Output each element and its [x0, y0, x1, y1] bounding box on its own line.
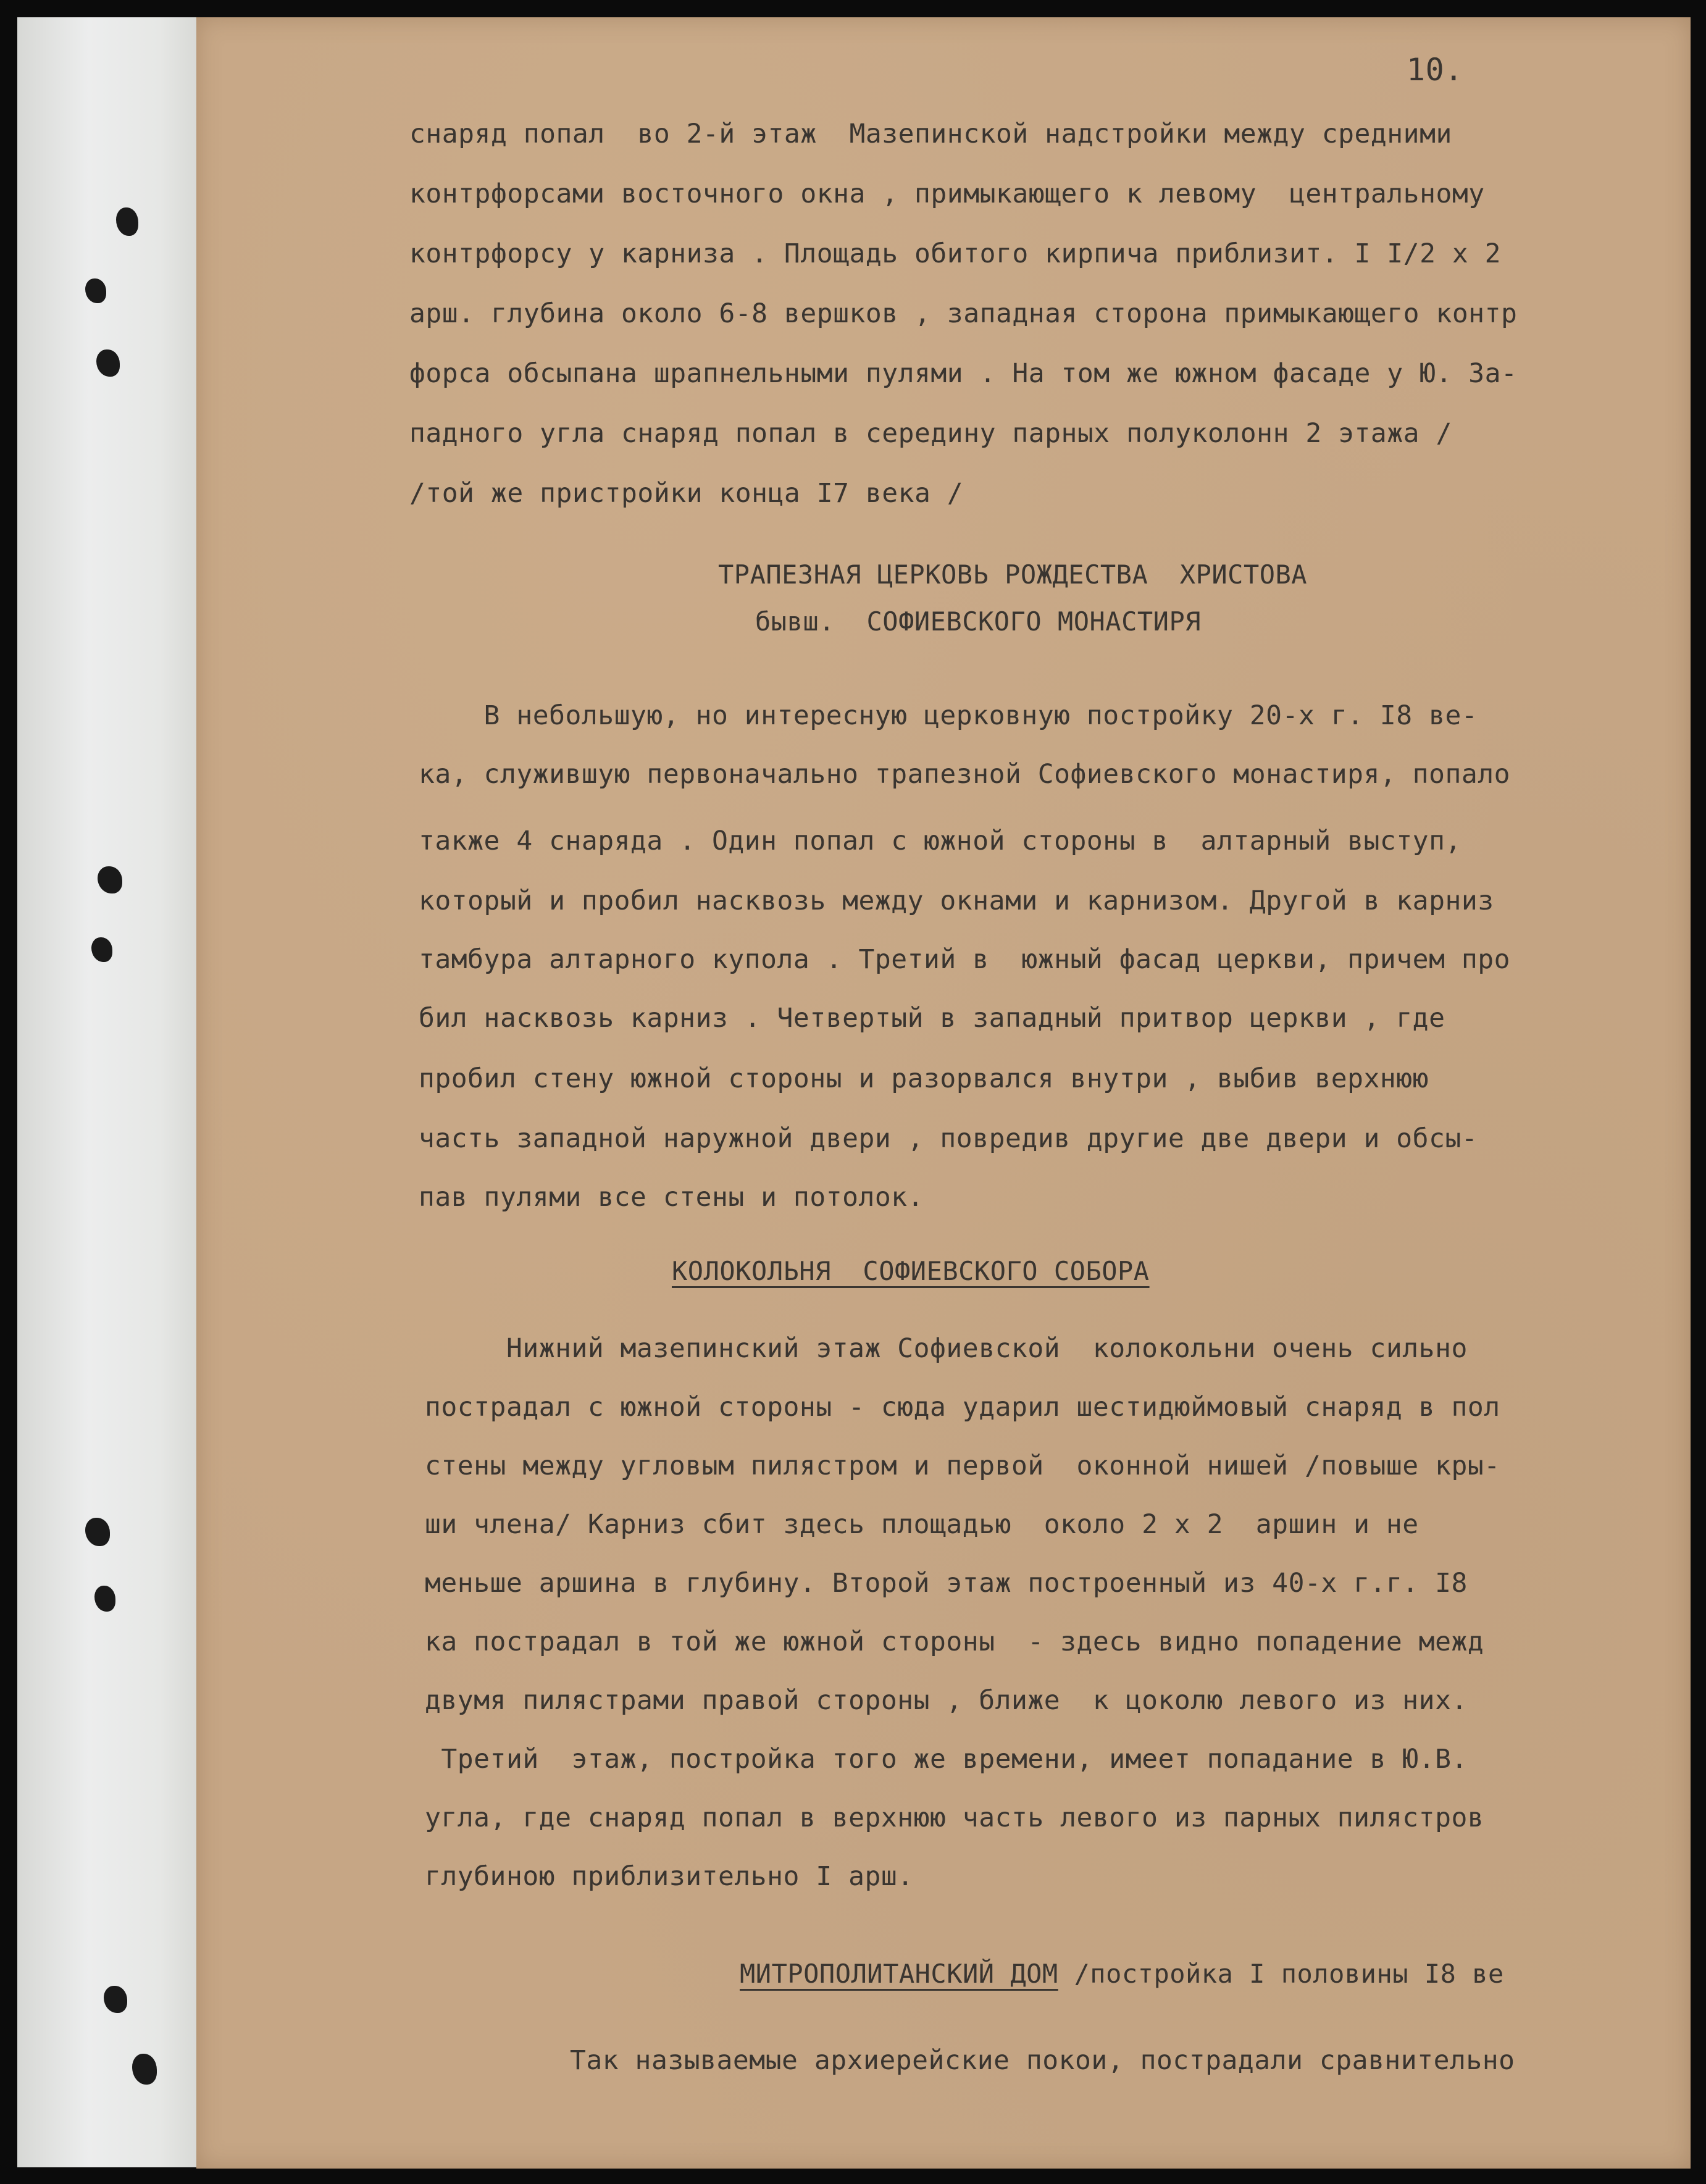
binding-hole: [132, 2054, 157, 2085]
binding-hole: [85, 278, 106, 303]
paragraph-line: контрфорсами восточного окна , примыкающего к левому центральному: [409, 178, 1485, 209]
paragraph-line: Так называемые архиерейские покои, пострадали сравнительно: [570, 2045, 1515, 2076]
paragraph-line: стены между угловым пилястром и первой оконной нишей /повыше кры-: [425, 1450, 1500, 1481]
paragraph-line: глубиною приблизительно I арш.: [425, 1861, 914, 1892]
paragraph-line: арш. глубина около 6-8 вершков , западная сторона примыкающего контр: [409, 298, 1518, 329]
binding-hole: [96, 349, 120, 377]
paragraph-line: бил насквозь карниз . Четвертый в западный притвор церкви , где: [419, 1003, 1445, 1034]
binding-margin-strip: [17, 17, 221, 2167]
paragraph-line: Нижний мазепинский этаж Софиевской колокольни очень сильно: [425, 1333, 1468, 1364]
binding-hole: [91, 937, 112, 962]
paragraph-line: ка пострадал в той же южной стороны - здесь видно попадение межд: [425, 1626, 1484, 1657]
paragraph-line: падного угла снаряд попал в середину парных полуколонн 2 этажа /: [409, 418, 1452, 449]
paragraph-line: Третий этаж, постройка того же времени, имеет попадание в Ю.В.: [425, 1744, 1468, 1775]
paragraph-line: В небольшую, но интересную церковную постройку 20-х г. I8 ве-: [419, 700, 1478, 731]
paragraph-line: меньше аршина в глубину. Второй этаж построенный из 40-х г.г. I8: [425, 1568, 1468, 1599]
paragraph-line: /той же пристройки конца I7 века /: [409, 478, 964, 509]
binding-hole: [98, 866, 122, 893]
paragraph-line: который и пробил насквозь между окнами и карнизом. Другой в карниз: [419, 885, 1494, 916]
paragraph-line: тамбура алтарного купола . Третий в южный фасад церкви, причем про: [419, 944, 1511, 975]
page-number: 10.: [1407, 52, 1463, 88]
typewritten-page: [196, 17, 1691, 2169]
section-heading: ТРАПЕЗНАЯ ЦЕРКОВЬ РОЖДЕСТВА ХРИСТОВА: [718, 559, 1308, 590]
paragraph-line: пав пулями все стены и потолок.: [419, 1182, 924, 1213]
paragraph-line: ка, служившую первоначально трапезной Софиевского монастиря, попало: [419, 759, 1511, 790]
section-heading: [740, 1961, 1504, 1987]
paragraph-line: контрфорсу у карниза . Площадь обитого кирпича приблизит. I I/2 х 2: [409, 238, 1502, 269]
paragraph-line: часть западной наружной двери , повредив другие две двери и обсы-: [419, 1123, 1478, 1154]
binding-hole: [94, 1586, 115, 1612]
paragraph-line: также 4 снаряда . Один попал с южной стороны в алтарный выступ,: [419, 826, 1461, 856]
paragraph-line: двумя пилястрами правой стороны , ближе к цоколю левого из них.: [425, 1685, 1468, 1716]
paragraph-line: пробил стену южной стороны и разорвался внутри , выбив верхнюю: [419, 1063, 1429, 1094]
section-heading-date: /постройка I половины I8 ве: [1058, 1959, 1504, 1989]
paragraph-line: форса обсыпана шрапнельными пулями . На том же южном фасаде у Ю. За-: [409, 358, 1518, 389]
paragraph-line: снаряд попал во 2-й этаж Мазепинской надстройки между средними: [409, 119, 1452, 149]
paragraph-line: ши членa/ Карниз сбит здесь площадью около 2 х 2 аршин и не: [425, 1509, 1419, 1540]
section-heading-underlined: МИТРОПОЛИТАНСКИЙ ДОМ: [740, 1959, 1058, 1989]
section-subheading: бывш. СОФИЕВСКОГО МОНАСТИРЯ: [755, 606, 1202, 637]
binding-hole: [85, 1518, 110, 1546]
binding-hole: [116, 207, 138, 236]
section-heading: КОЛОКОЛЬНЯ СОФИЕВСКОГО СОБОРА: [672, 1256, 1150, 1286]
binding-hole: [104, 1986, 127, 2013]
paragraph-line: пострадал с южной стороны - сюда ударил шестидюймовый снаряд в пол: [425, 1392, 1500, 1423]
paragraph-line: угла, где снаряд попал в верхнюю часть левого из парных пилястров: [425, 1802, 1484, 1833]
